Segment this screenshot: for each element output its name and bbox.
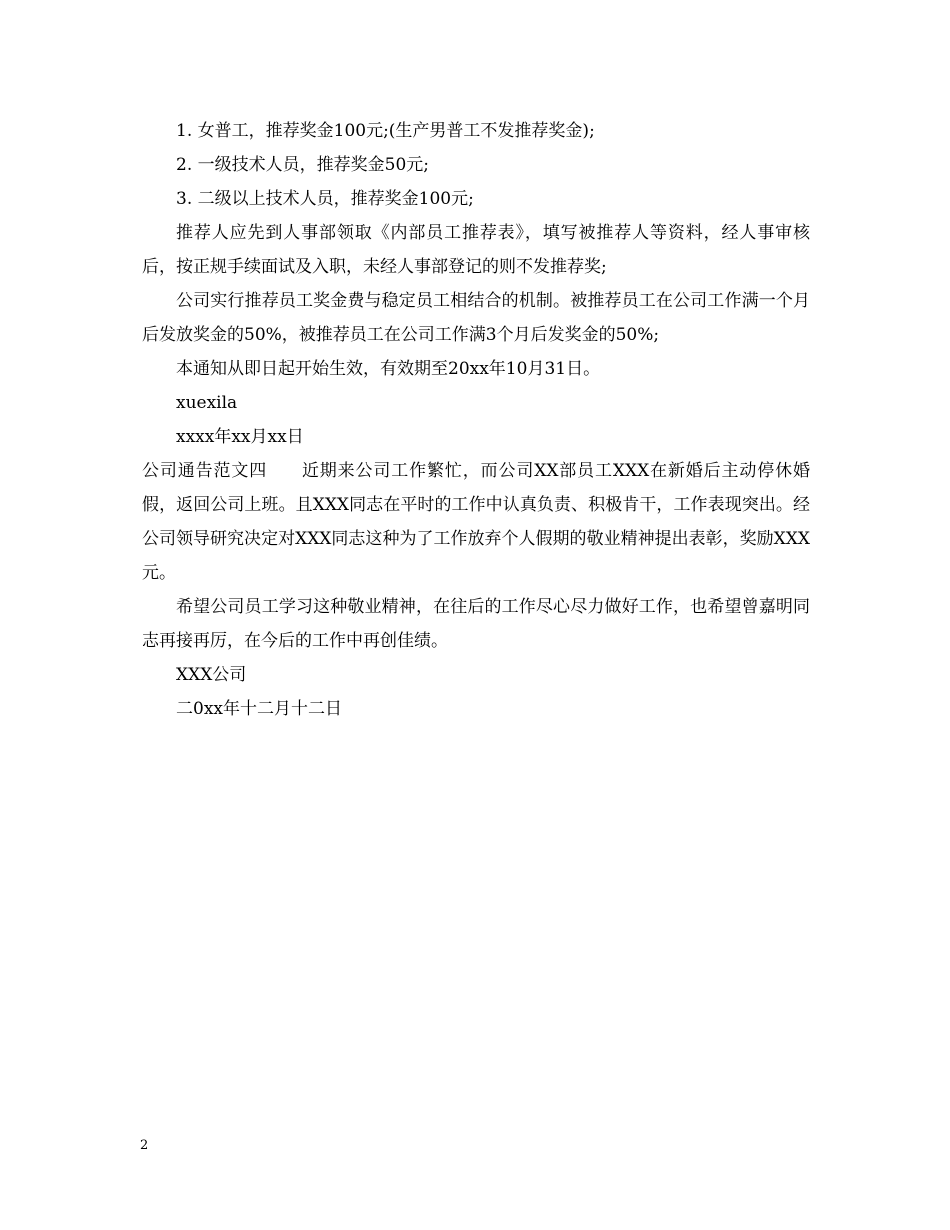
list-item-2: 2. 一级技术人员，推荐奖金50元; — [176, 155, 429, 175]
paragraph-praise: 近期来公司工作繁忙，而公司XX部员工XXX在新婚后主动停休婚假，返回公司上班。且XXX同志在平时的工作中认真负责、积极肯干，工作表现突出。经公司领导研究决定对XXX同志这种为了工作放弃个人假期的敬业精神提出表彰，奖励XXX元。 — [142, 461, 811, 583]
signature-company: XXX公司 — [176, 665, 247, 685]
paragraph-validity: 本通知从即日起开始生效，有效期至20xx年10月31日。 — [176, 359, 601, 379]
date-line-1: xxxx年xx月xx日 — [176, 427, 304, 447]
list-item-1: 1. 女普工，推荐奖金100元;(生产男普工不发推荐奖金); — [176, 121, 595, 141]
paragraph-bonus-mechanism: 公司实行推荐员工奖金费与稳定员工相结合的机制。被推荐员工在公司工作满一个月后发放奖金的50%，被推荐员工在公司工作满3个月后发奖金的50%; — [142, 291, 810, 345]
page-number: 2 — [140, 1138, 149, 1153]
list-item-3: 3. 二级以上技术人员，推荐奖金100元; — [176, 189, 474, 209]
signature-xuexila: xuexila — [176, 393, 238, 413]
document-body — [142, 114, 810, 726]
section-praise — [142, 454, 810, 590]
section-title: 公司通告范文四 — [142, 461, 268, 481]
date-line-2: 二0xx年十二月十二日 — [176, 699, 342, 719]
paragraph-referral-process: 推荐人应先到人事部领取《内部员工推荐表》，填写被推荐人等资料，经人事审核后，按正规手续面试及入职，未经人事部登记的则不发推荐奖; — [142, 223, 810, 277]
paragraph-hope: 希望公司员工学习这种敬业精神，在往后的工作尽心尽力做好工作，也希望曾嘉明同志再接再厉，在今后的工作中再创佳绩。 — [142, 597, 810, 651]
